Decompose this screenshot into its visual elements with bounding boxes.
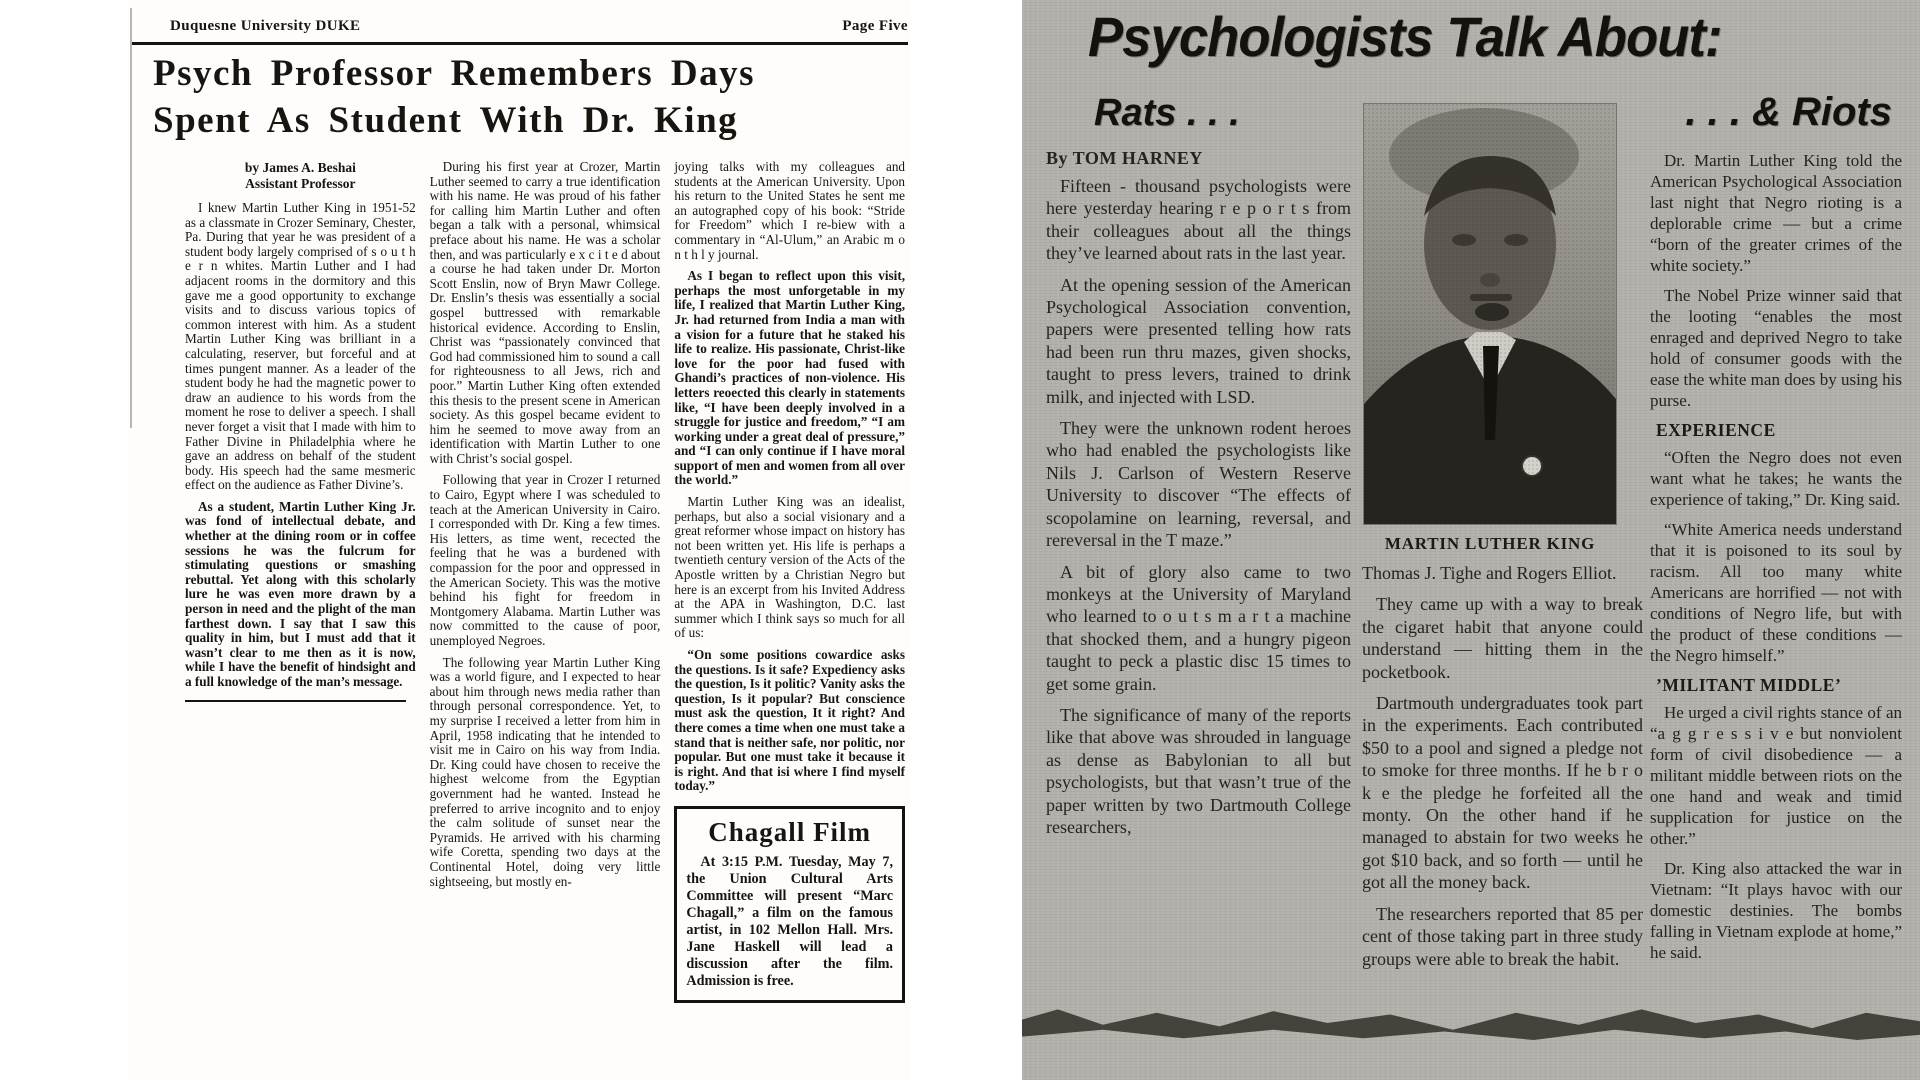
left-article-column-1: [185, 160, 416, 1003]
subhead-experience: EXPERIENCE: [1656, 420, 1776, 440]
byline-title: Assistant Professor: [245, 176, 356, 191]
paragraph: Thomas J. Tighe and Rogers Elliot.: [1362, 563, 1617, 583]
paragraph: Fifteen - thousand psychologists were here yesterday hearing r e p o r t s from their colleagues about all the things they’ve learned about rats in the last year.: [1046, 176, 1351, 264]
subhead-rats: Rats . . .: [1094, 92, 1240, 134]
paragraph: Dr. Martin Luther King told the American Psychological Association last night that Negro rioting is a deplorable crime — but a crime “born of the greater crimes of the white society.”: [1650, 151, 1902, 275]
paragraph: A bit of glory also came to two monkeys at the University of Maryland who learned to o u t s m a r t a machine that shocked them, and a hungry pigeon taught to peck a plastic disc 15 times to get some grain.: [1046, 561, 1351, 694]
mlk-photo-halftone: [1364, 104, 1616, 524]
paragraph: The significance of many of the reports like that above was shrouded in language as dense as Babylonian to all but psychologists, but that wasn’t true of the paper written by two Dartmouth College researchers,: [1046, 704, 1351, 837]
paragraph: Dartmouth undergraduates took part in the experiments. Each contributed $50 to a pool and signed a pledge not to smoke for three months. If he b r o k e the pledge he forfeited all the monty. On the other hand if he managed to abstain for two weeks he got $10 back, and so forth — until he got all the money back.: [1362, 693, 1643, 893]
headline-line-2: Spent As Student With Dr. King: [153, 100, 739, 141]
headline-line-1: Psych Professor Remembers Days: [153, 53, 756, 94]
notice-title: Chagall Film: [708, 816, 872, 847]
paragraph: joying talks with my colleagues and students at the American University. Upon his return to the United States he sent me an autographed copy of his book: “Stride for Freedom” which I re-biew with a commentary in “Al-Ulum,” an Arabic m o n t h l y journal.: [674, 159, 906, 262]
right-article-column-1: [1046, 148, 1351, 847]
paragraph: Martin Luther King was an idealist, perhaps, but also a social visionary and a great reformer whose impact on history has not been written yet. His life is perhaps a twentieth century version of the Acts of the Apostle written by a Christian Negro but here is an excerpt from his Invited Address at the APA in Washington, D.C. last summer which I think says so much for all of us:: [674, 494, 906, 641]
main-headline: Psychologists Talk About:: [1088, 5, 1722, 68]
mlk-photo: [1364, 104, 1616, 524]
paragraph: “Often the Negro does not even want what he takes; he wants the experience of taking,” Dr. King said.: [1650, 448, 1902, 509]
paragraph: The Nobel Prize winner said that the looting “enables the most enraged and deprived Negro to take hold of consumer goods with the ease the white man does by using his purse.: [1650, 286, 1902, 410]
paragraph: At the opening session of the American Psychological Association convention, papers were presented telling how rats had been run thru mazes, given shocks, taught to press levers, trained to drink milk, and injected with LSD.: [1046, 274, 1351, 407]
paragraph: They were the unknown rodent heroes who had enabled the psychologists like Nils J. Carlson of Western Reserve University to discover “The effects of scopolamine on learning, reversal, and rereversal in the T maze.”: [1046, 418, 1351, 551]
paragraph: Following that year in Crozer I returned to Cairo, Egypt where I was scheduled to teach at the American University in Cairo. I corresponded with Dr. King a few times. His letters, as time went, recected the feeling that he was a burdened with compassion for the poor and oppressed in the American Society. This was the motive behind his fight for freedom in Montgomery Alabama. Martin Luther was now committed to the cause of poor, unemployed Negroes.: [429, 472, 661, 648]
byline-author: By TOM HARNEY: [1046, 148, 1203, 168]
page-header: [170, 18, 908, 35]
left-newspaper-page: [128, 0, 910, 1080]
paragraph: He urged a civil rights stance of an “a g g r e s s i v e but nonviolent form of civil disobedience — a militant middle between riots on the one hand and weak and timid supplication for justice on the other.”: [1650, 703, 1902, 848]
article-columns: [185, 160, 905, 1003]
right-article-column-3: [1650, 150, 1902, 972]
page-number-label: Page Five: [842, 18, 908, 34]
paragraph: During his first year at Crozer, Martin Luther seemed to carry a true identification with his name. He was proud of his father for calling him Martin Luther and often began a talk with a personal, whimsical preface about his name. He was a scholar then, and was particularly e x c i t e d about a course he had taken under Dr. Morton Scott Enslin, now of Bryn Mawr College. Dr. Enslin’s thesis was essentially a social gospel buttressed with remarkable historical evidence. According to Enslin, Christ was “passionately convinced that God had commissioned him to sound a call for righteousness to all Jews, rich and poor.” Martin Luther King often extended this thesis to the present scene in American society. As this gospel became evident to him he seemed to move away from an identification with Martin Luther to one with Christ’s social gospel.: [429, 159, 661, 466]
paragraph: “On some positions cowardice asks the questions. Is it safe? Expediency asks the question, Is it politic? Vanity asks the question, Is it popular? But conscience must ask the question, It it right? And there comes a time when one must take a stand that is neither safe, nor politic, nor popular. But one must take it because it is right. And that isi where I find myself today.”: [674, 647, 906, 794]
subhead-riots: . . . & Riots: [1685, 90, 1892, 134]
publication-name: Duquesne University DUKE: [170, 18, 361, 34]
article-headline: [153, 50, 898, 144]
column-end-rule: [185, 700, 406, 702]
paragraph: The following year Martin Luther King was a world figure, and I expected to hear about him through news media rather than through personal correspondence. Yet, to my surprise I received a letter from him in April, 1958 indicating that he intended to visit me in Cairo on his way from India. Dr. King could have chosen to receive the highest welcome from the Egyptian government had he wanted. Instead he preferred to arrive incognito and to enjoy the calm solitude of sunset near the Pyramids. He arrived with his charming wife Coretta, spending two days at the Continental Hotel, doing very little sightseeing, but mostly en-: [429, 654, 661, 889]
notice-body: At 3:15 P.M. Tuesday, May 7, the Union Cultural Arts Committee will present “Marc Chagall,” a film on the famous artist, in 102 Mellon Hall. Mrs. Jane Haskell will lead a discussion after the film. Admission is free.: [686, 853, 894, 989]
paragraph: As a student, Martin Luther King Jr. was fond of intellectual debate, and whether at the dining room or in coffee sessions he was the fulcrum for stimulating questions or smashing rebuttal. Yet along with this scholarly lure he was even more drawn by a person in need and the plight of the man farthest down. I say that I saw this quality in him, but I must add that it wasn’t clear to me then as it is now, while I have the benefit of hindsight and a full knowledge of the man’s message.: [185, 498, 416, 689]
left-article-column-2: [430, 160, 661, 1003]
left-article-column-3: [674, 160, 905, 1003]
paragraph: They came up with a way to break the cigaret habit that anyone could understand — hitting them in the pocketbook.: [1362, 594, 1643, 682]
paragraph: “White America needs understand that it is poisoned to its soul by racism. All too many white Americans are horrified — not with conditions of Negro life, but with the product of these conditions — the Negro himself.”: [1650, 520, 1902, 665]
header-rule: [132, 42, 908, 45]
photo-caption: MARTIN LUTHER KING: [1384, 534, 1596, 553]
byline-author: by James A. Beshai: [244, 160, 356, 175]
right-newspaper-page: [1022, 0, 1920, 1080]
torn-paper-edge: [1022, 1006, 1920, 1040]
paper-edge-line: [130, 8, 132, 428]
paragraph: Dr. King also attacked the war in Vietnam: “It plays havoc with our domestic destinies. The bombs falling in Vietnam explode at home,” he said.: [1650, 859, 1902, 962]
paragraph: I knew Martin Luther King in 1951-52 as a classmate in Crozer Seminary, Chester, Pa. During that year he was president of a student body largely comprised of s o u t h e r n whites. Martin Luther and I had adjacent rooms in the dormitory and this gave me a good opportunity to exchange visits and to discuss various topics of common interest with him. As a student Martin Luther King was brilliant in a calculating, reserver, but forceful and at times pungent manner. As a leader of the student body he had the magnetic power to draw an audience to his words from the moment he rose to deliver a speech. I shall never forget a visit that I made with him to Father Divine in Philadelphia where he gave an address on behalf of the student body. His speech had the same mesmeric effect on the audience as Father Divine’s.: [185, 200, 416, 493]
paragraph: As I began to reflect upon this visit, perhaps the most unforgetable in my life, I realized that Martin Luther King, Jr. had returned from India a man with a vision for a future that he staked his life to realize. His passionate, Christ-like love for the poor had fused with Ghandi’s practices of non-violence. His letters reoected this clearly in statements like, “I have been deeply involved in a struggle for justice and freedom,” “I am working under a great deal of pressure,” and “I can only continue if I have moral support of men and women from all over the world.”: [674, 268, 906, 488]
chagall-film-notice-box: [674, 806, 905, 1003]
subhead-militant-middle: ’MILITANT MIDDLE’: [1656, 675, 1842, 695]
byline: [185, 160, 416, 192]
paragraph: The researchers reported that 85 per cent of those taking part in three study groups were able to break the habit.: [1362, 903, 1643, 969]
right-article-column-2: [1362, 562, 1643, 979]
